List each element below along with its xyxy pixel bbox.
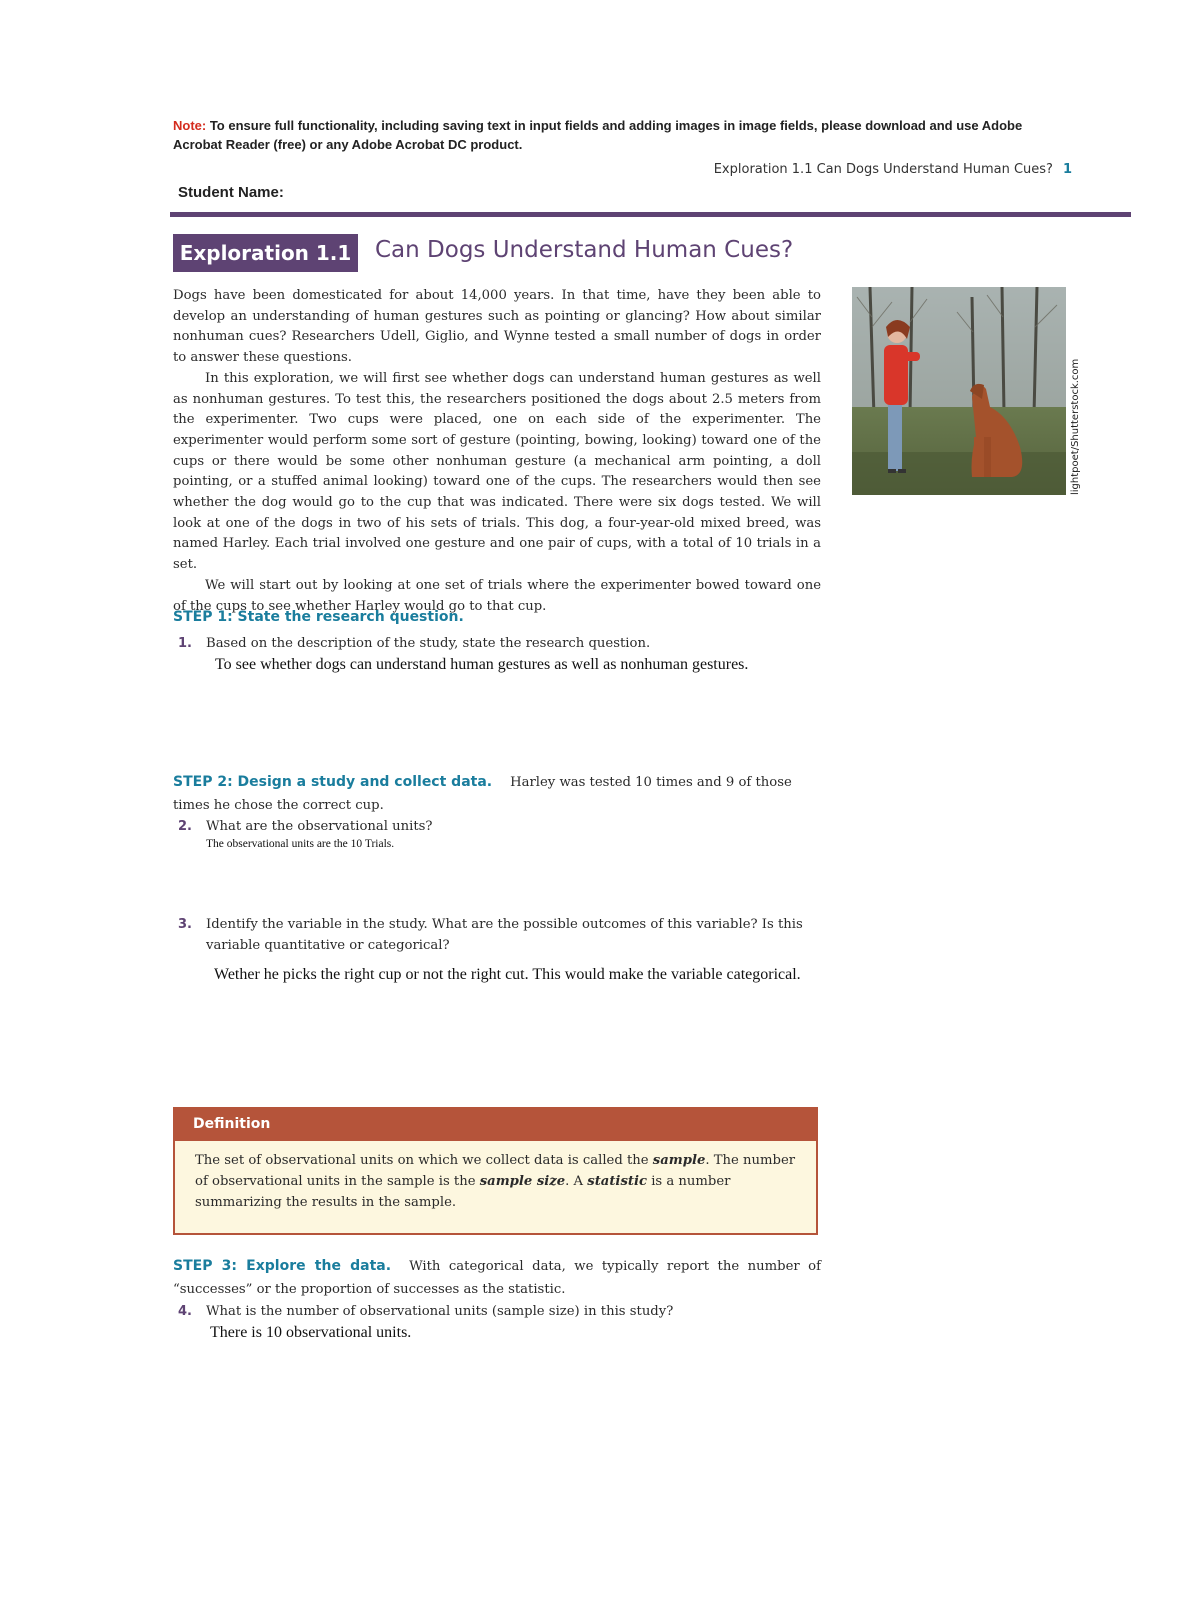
answer-4-field[interactable]: There is 10 observational units. bbox=[210, 1324, 412, 1341]
intro-text bbox=[173, 286, 821, 617]
intro-paragraph-1: Dogs have been domesticated for about 14,000 years. In that time, have they been able to develop an understanding of human gestures such as pointing or glancing? How about similar nonhuman cues? Researchers Udell, Giglio, and Wynne tested a small number of dogs in order to answer these questions. bbox=[173, 288, 821, 366]
step3-intro: With categorical data, we typically report the number of “successes” or the proportion of successes as the statistic. bbox=[173, 1259, 821, 1297]
header-rule bbox=[170, 212, 1131, 217]
definition-text-2: . The number of observational units in the sample is the bbox=[195, 1153, 796, 1189]
dog-training-photo bbox=[852, 287, 1066, 495]
question-4-text: What is the number of observational units (sample size) in this study? bbox=[206, 1304, 674, 1319]
question-2-number: 2. bbox=[178, 819, 192, 834]
question-3-text: Identify the variable in the study. What are the possible outcomes of this variable? Is this variable quantitative or categorical? bbox=[206, 917, 803, 953]
exploration-title: Can Dogs Understand Human Cues? bbox=[375, 237, 794, 263]
intro-paragraph-2: In this exploration, we will first see whether dogs can understand human gestures as well as nonhuman gestures. To test this, the researchers positioned the dogs about 2.5 meters from the experimenter. Two cups were placed, one on each side of the experimenter. The experimenter would perform some sort of gesture (pointing, bowing, looking) toward one of the cups or there would be some other nonhuman gesture (a mechanical arm pointing, a doll pointing, or a stuffed animal looking) toward one of the cups. The researchers would then see whether the dog would go to the cup that was indicated. There were six dogs tested. We will look at one of the dogs in two of his sets of trials. This dog, a four-year-old mixed breed, was named Harley. Each trial involved one gesture and one pair of cups, with a total of 10 trials in a set. bbox=[173, 370, 821, 573]
term-sample: sample bbox=[652, 1153, 706, 1168]
question-2-text: What are the observational units? bbox=[206, 819, 433, 834]
answer-2-field[interactable]: The observational units are the 10 Trials. bbox=[206, 838, 395, 850]
definition-header bbox=[173, 1107, 818, 1141]
answer-1-field[interactable]: To see whether dogs can understand human gestures as well as nonhuman gestures. bbox=[215, 656, 749, 673]
page-number: 1 bbox=[1062, 162, 1072, 177]
step3-heading: STEP 3: Explore the data. bbox=[173, 1258, 392, 1274]
step2-intro: Harley was tested 10 times and 9 of those times he chose the correct cup. bbox=[173, 775, 792, 813]
running-head bbox=[714, 162, 1072, 177]
definition-heading: Definition bbox=[193, 1116, 271, 1132]
step2-block bbox=[173, 770, 821, 816]
question-1-text: Based on the description of the study, state the research question. bbox=[206, 636, 651, 651]
definition-text bbox=[195, 1150, 800, 1213]
term-sample-size: sample size bbox=[479, 1174, 566, 1189]
step1-heading: STEP 1: State the research question. bbox=[173, 609, 464, 625]
intro-paragraph-3: We will start out by looking at one set of trials where the experimenter bowed toward one of the cups to see whether Harley would go to that cup. bbox=[173, 577, 821, 614]
definition-text-3: . A bbox=[565, 1174, 588, 1189]
step2-heading: STEP 2: Design a study and collect data. bbox=[173, 774, 493, 790]
step3-block bbox=[173, 1254, 821, 1300]
photo-credit: lightpoet/Shutterstock.com bbox=[1070, 358, 1081, 495]
question-2 bbox=[178, 816, 433, 837]
student-name-label: Student Name: bbox=[178, 184, 284, 201]
exploration-label: Exploration 1.1 bbox=[173, 234, 358, 272]
note-text: To ensure full functionality, including saving text in input fields and adding images in image fields, please download and use Adobe Acrobat Reader (free) or any Adobe Acrobat DC product. bbox=[173, 118, 1023, 152]
question-4 bbox=[178, 1301, 674, 1322]
definition-text-1: The set of observational units on which we collect data is called the bbox=[195, 1153, 653, 1168]
note-label: Note: bbox=[173, 118, 207, 133]
question-1 bbox=[178, 633, 651, 654]
question-3-number: 3. bbox=[178, 917, 192, 932]
question-4-number: 4. bbox=[178, 1304, 192, 1319]
term-statistic: statistic bbox=[587, 1174, 647, 1189]
acrobat-note bbox=[173, 116, 1073, 154]
question-3 bbox=[178, 914, 828, 953]
answer-3-field[interactable]: Wether he picks the right cup or not the right cut. This would make the variable categorical. bbox=[214, 966, 801, 983]
definition-text-4: is a number summarizing the results in the sample. bbox=[195, 1174, 731, 1210]
question-1-number: 1. bbox=[178, 636, 192, 651]
running-head-title: Exploration 1.1 Can Dogs Understand Human Cues? bbox=[713, 162, 1053, 177]
